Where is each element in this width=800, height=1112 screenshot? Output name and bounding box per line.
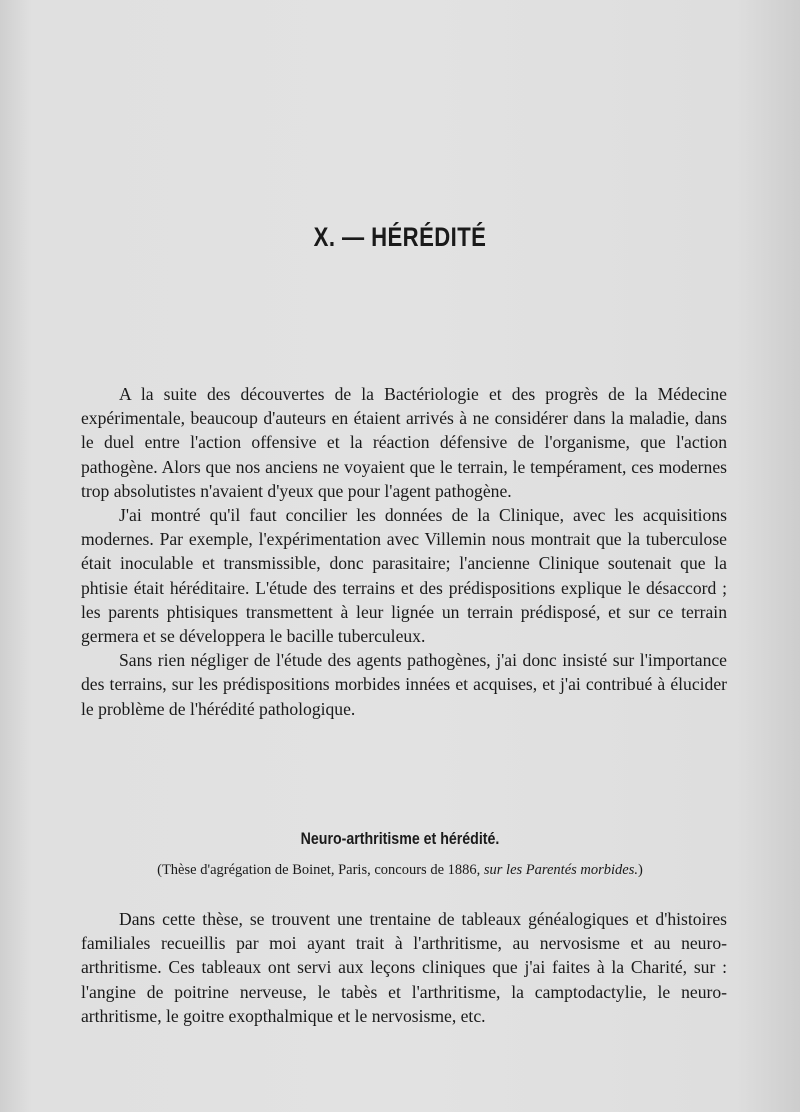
source-note-title: sur les Parentés morbides. — [483, 862, 639, 878]
intro-text-block — [81, 382, 727, 721]
source-note-suffix: ) — [638, 862, 643, 878]
section-paragraph: Dans cette thèse, se trouvent une trentaine de tableaux généalogiques et d'histoires familiales recueillis par moi ayant trait à l'arthritisme, au nervosisme et au neuro-arthritisme. Ces tableaux ont servi aux leçons cliniques que j'ai faites à la Charité, sur : l'angine de poitrine nerveuse, le tabès et l'arthritisme, la camptodactylie, le neuro-arthritisme, le goitre exopthalmique et le nervosisme, etc. — [81, 909, 727, 1026]
intro-paragraph: A la suite des découvertes de la Bactériologie et des progrès de la Médecine expérimentale, beaucoup d'auteurs en étaient arrivés à ne considérer dans la maladie, dans le duel entre l'action offensive et la réaction défensive de l'organisme, que l'action pathogène. Alors que nos anciens ne voyaient que le terrain, le tempérament, ces modernes trop absolutistes n'avaient d'yeux que pour l'agent pathogène. — [81, 384, 727, 501]
source-note-prefix: (Thèse d'agrégation de Boinet, Paris, concours de 1886, — [157, 862, 481, 878]
section-heading: Neuro-arthritisme et hérédité. — [300, 830, 500, 848]
section-text-block — [81, 907, 727, 1028]
source-note — [0, 862, 800, 879]
intro-paragraph: J'ai montré qu'il faut concilier les données de la Clinique, avec les acquisitions modernes. Par exemple, l'expérimentation avec Villemin nous montrait que la tuberculose était inoculable et transmissible, donc parasitaire; l'ancienne Clinique soutenait que la phtisie était héréditaire. L'étude des terrains et des prédispositions explique le désaccord ; les parents phtisiques transmettent à leur lignée un terrain prédisposé, et sur ce terrain germera et se développera le bacille tuberculeux. — [81, 505, 727, 647]
intro-paragraph: Sans rien négliger de l'étude des agents pathogènes, j'ai donc insisté sur l'importance des terrains, sur les prédispositions morbides innées et acquises, et j'ai contribué à élucider le problème de l'hérédité pathologique. — [81, 650, 727, 719]
chapter-title: X. — HÉRÉDITÉ — [313, 222, 487, 252]
